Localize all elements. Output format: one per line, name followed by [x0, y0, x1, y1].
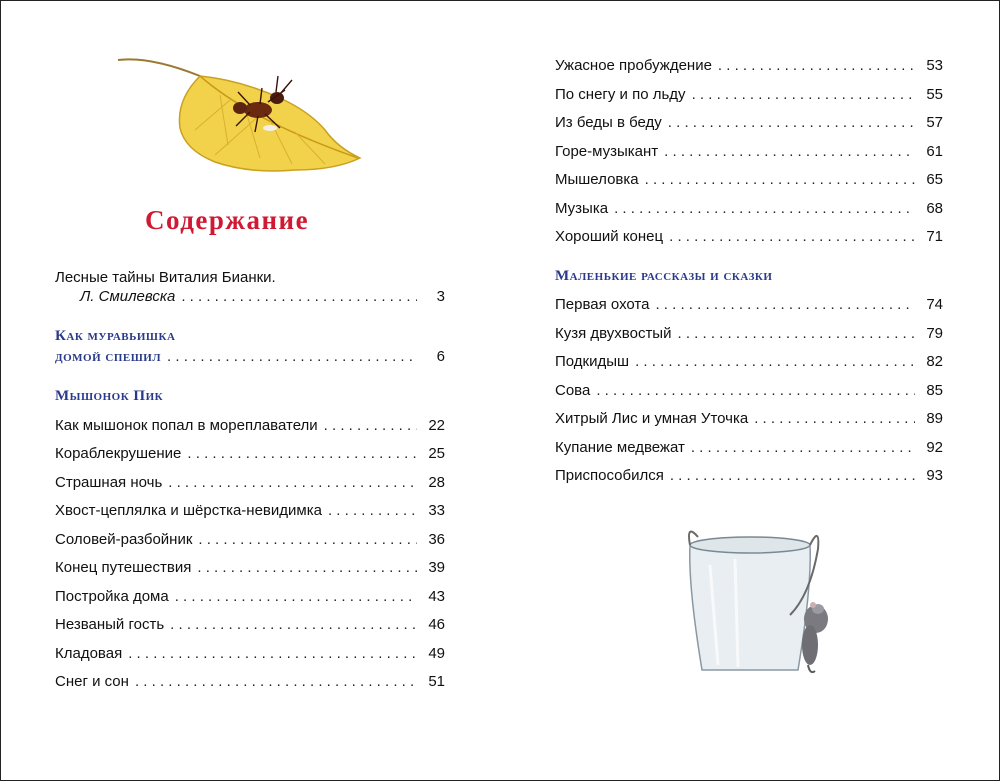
section-heading-ant-line1[interactable]: Как муравьишка — [55, 328, 176, 344]
leader-dots — [614, 199, 915, 219]
leader-dots — [669, 227, 915, 247]
leader-dots — [677, 324, 915, 344]
contents-title: Содержание — [145, 205, 310, 235]
toc-item[interactable] — [55, 615, 445, 635]
toc-item[interactable] — [55, 501, 445, 521]
leader-dots — [655, 295, 915, 315]
toc-item-page: 33 — [428, 502, 445, 519]
leader-dots — [168, 473, 417, 493]
toc-item-title: Приспособился — [555, 467, 664, 484]
toc-item[interactable] — [55, 558, 445, 578]
toc-item-title: Из беды в беду — [555, 114, 662, 131]
toc-item-title: Страшная ночь — [55, 474, 163, 491]
toc-item-title: Кораблекрушение — [55, 445, 182, 462]
leader-dots — [596, 381, 915, 401]
toc-item[interactable] — [555, 142, 943, 162]
toc-item-page: 89 — [926, 410, 943, 427]
toc-item-page: 71 — [926, 228, 943, 245]
section-heading-small-stories[interactable]: Маленькие рассказы и сказки — [555, 268, 773, 284]
toc-item-title: Мышеловка — [555, 171, 639, 188]
toc-item[interactable] — [555, 199, 943, 219]
toc-item-title: Хороший конец — [555, 228, 664, 245]
leader-dots — [645, 170, 915, 190]
toc-item[interactable] — [55, 444, 445, 464]
toc-item-page: 57 — [926, 114, 943, 131]
toc-item-page: 93 — [926, 467, 943, 484]
birch-leaf-with-ant-icon — [110, 50, 365, 180]
toc-item[interactable] — [555, 438, 943, 458]
toc-item[interactable] — [55, 530, 445, 550]
leader-dots — [691, 438, 915, 458]
section-heading-ant-line2: домой спешил — [55, 349, 162, 365]
toc-item-title: Как мышонок попал в мореплаватели — [55, 417, 318, 434]
toc-item[interactable] — [555, 85, 943, 105]
toc-item-title: Незваный гость — [55, 616, 165, 633]
toc-item[interactable] — [555, 409, 943, 429]
leader-dots — [718, 56, 915, 76]
leader-dots — [692, 85, 915, 105]
toc-item-title: Горе-музыкант — [555, 143, 659, 160]
toc-item-page: 55 — [926, 86, 943, 103]
toc-item-page: 53 — [926, 57, 943, 74]
toc-item-title: Конец путешествия — [55, 559, 192, 576]
toc-item-page: 74 — [926, 296, 943, 313]
leader-dots — [328, 501, 417, 521]
toc-item-page: 82 — [926, 353, 943, 370]
leader-dots — [670, 466, 915, 486]
toc-item-title: Купание медвежат — [555, 439, 685, 456]
leader-dots — [128, 644, 417, 664]
toc-item-title: Соловей-разбойник — [55, 531, 193, 548]
leader-dots — [635, 352, 915, 372]
toc-item-title: Музыка — [555, 200, 609, 217]
toc-item-title: Постройка дома — [55, 588, 169, 605]
toc-intro[interactable] — [80, 287, 445, 307]
toc-item-title: Кузя двухвостый — [555, 325, 672, 342]
toc-intro-title[interactable] — [55, 268, 445, 288]
toc-item[interactable] — [55, 416, 445, 436]
toc-item-page: 65 — [926, 171, 943, 188]
leader-dots — [135, 672, 417, 692]
toc-item-page: 43 — [428, 588, 445, 605]
toc-item[interactable] — [555, 113, 943, 133]
toc-item-title: Сова — [555, 382, 591, 399]
toc-item-page: 28 — [428, 474, 445, 491]
toc-item-page: 6 — [436, 348, 445, 365]
toc-item-title: Первая охота — [555, 296, 650, 313]
toc-item[interactable] — [555, 295, 943, 315]
section-heading-mouse[interactable]: Мышонок Пик — [55, 388, 164, 404]
toc-item[interactable] — [555, 381, 943, 401]
toc-item-page: 61 — [926, 143, 943, 160]
leader-dots — [197, 558, 417, 578]
leader-dots — [668, 113, 915, 133]
toc-item[interactable] — [555, 56, 943, 76]
leader-dots — [664, 142, 915, 162]
toc-item-page: 51 — [428, 673, 445, 690]
leader-dots — [181, 287, 417, 307]
leader-dots — [187, 444, 417, 464]
toc-item-title: Лесные тайны Виталия Бианки. — [55, 269, 276, 286]
toc-section-ant[interactable] — [55, 347, 445, 367]
toc-item-page: 46 — [428, 616, 445, 633]
toc-item[interactable] — [555, 227, 943, 247]
toc-item-title: Снег и сон — [55, 673, 129, 690]
leader-dots — [324, 416, 417, 436]
toc-item[interactable] — [55, 473, 445, 493]
leader-dots — [170, 615, 417, 635]
toc-item-page: 3 — [436, 288, 445, 305]
toc-item-page: 92 — [926, 439, 943, 456]
toc-item-title: Кладовая — [55, 645, 123, 662]
toc-item[interactable] — [555, 324, 943, 344]
toc-item[interactable] — [55, 644, 445, 664]
toc-item[interactable] — [555, 352, 943, 372]
leader-dots — [175, 587, 417, 607]
toc-item[interactable] — [555, 466, 943, 486]
toc-item-author: Л. Смилевска — [80, 288, 176, 305]
toc-item[interactable] — [55, 672, 445, 692]
toc-item[interactable] — [555, 170, 943, 190]
toc-item-page: 49 — [428, 645, 445, 662]
toc-item-title: Подкидыш — [555, 353, 630, 370]
toc-item-page: 79 — [926, 325, 943, 342]
toc-item-title: Хитрый Лис и умная Уточка — [555, 410, 749, 427]
leader-dots — [167, 347, 417, 367]
toc-item-page: 36 — [428, 531, 445, 548]
toc-item-page: 22 — [428, 417, 445, 434]
toc-item-title: По снегу и по льду — [555, 86, 686, 103]
toc-item-page: 85 — [926, 382, 943, 399]
toc-item-title: Ужасное пробуждение — [555, 57, 712, 74]
toc-item-page: 39 — [428, 559, 445, 576]
bucket-with-mouse-icon — [680, 525, 840, 675]
toc-item[interactable] — [55, 587, 445, 607]
toc-item-page: 25 — [428, 445, 445, 462]
leader-dots — [198, 530, 417, 550]
toc-item-title: Хвост-цеплялка и шёрстка-невидимка — [55, 502, 322, 519]
leader-dots — [754, 409, 915, 429]
toc-item-page: 68 — [926, 200, 943, 217]
